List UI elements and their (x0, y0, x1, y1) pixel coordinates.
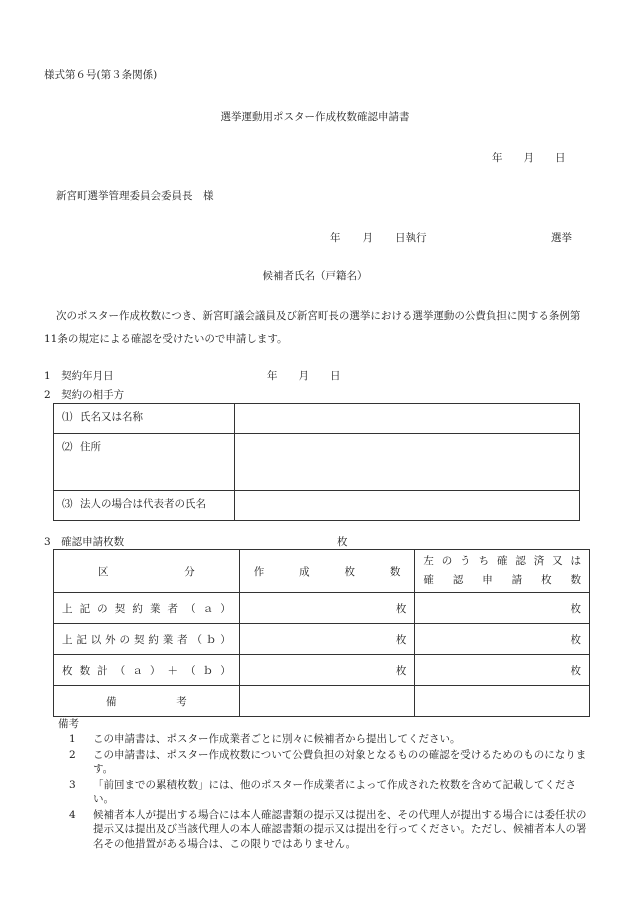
section-contract-date-label: 1 契約年月日 (44, 370, 114, 382)
row-category (54, 624, 240, 655)
row-label (54, 404, 235, 434)
note-number: 4 (69, 808, 76, 821)
section-count-unit: 枚 (337, 536, 348, 548)
remarks-field-2[interactable] (415, 686, 590, 717)
row-confirmed-count[interactable]: 枚 (415, 624, 590, 655)
row-created-count[interactable]: 枚 (239, 655, 415, 686)
election-day: 日執行 (395, 232, 427, 244)
header-created (239, 550, 415, 593)
note-item (56, 778, 596, 807)
note-item (56, 748, 596, 777)
header-category (54, 550, 240, 593)
row-created-count[interactable]: 枚 (239, 593, 415, 624)
count-table (53, 549, 590, 717)
note-item (56, 732, 596, 747)
address-field[interactable] (235, 434, 580, 491)
row-created-count[interactable]: 枚 (239, 624, 415, 655)
row-category (54, 655, 240, 686)
candidate-name-label: 候補者氏名（戸籍名） (262, 270, 368, 282)
row-category-text: 上記の契約業者（ａ） (62, 602, 231, 615)
row-category-text: 枚数計（ａ）＋（ｂ） (62, 664, 231, 677)
note-number: 3 (69, 778, 76, 791)
note-text: この申請書は、ポスター作成業者ごとに別々に候補者から提出してください。 (93, 733, 461, 745)
election-month: 月 (362, 232, 373, 244)
row-category-text: 上記以外の契約業者（ｂ） (62, 633, 231, 646)
section-contract-date-value: 年 月 日 (267, 370, 341, 382)
addressee: 新宮町選挙管理委員会委員長 様 (56, 190, 214, 202)
note-number: 1 (69, 733, 76, 745)
row-number: ⑵ (62, 441, 73, 453)
remarks-field[interactable] (239, 686, 415, 717)
note-item (56, 808, 596, 852)
row-confirmed-count[interactable]: 枚 (415, 593, 590, 624)
table-row (54, 434, 580, 491)
row-number: ⑴ (62, 411, 73, 423)
section-count-label: 3 確認申請枚数 (44, 536, 125, 548)
header-category-text: 区分 (98, 565, 195, 578)
row-label-text: 住所 (80, 441, 101, 453)
document-title: 選挙運動用ポスター作成枚数確認申請書 (220, 111, 410, 123)
table-header-row (54, 550, 590, 593)
header-confirmed-line1: 左のうち確認済又は (423, 555, 581, 567)
form-number: 様式第６号(第３条関係) (44, 69, 158, 81)
row-category (54, 686, 240, 717)
section-counterparty-label: 2 契約の相手方 (44, 389, 125, 401)
representative-field[interactable] (235, 491, 580, 521)
name-field[interactable] (235, 404, 580, 434)
table-row (54, 655, 590, 686)
body-text: 次のポスター作成枚数につき、新宮町議会議員及び新宮町長の選挙における選挙運動の公費負担に関する条例第11条の規定による確認を受けたいので申請します。 (44, 310, 581, 345)
row-category (54, 593, 240, 624)
row-label (54, 491, 235, 521)
header-confirmed-line2: 確認申請枚数 (423, 574, 581, 586)
row-label-text: 氏名又は名称 (80, 411, 143, 423)
note-number: 2 (69, 748, 76, 761)
row-category-text: 備考 (106, 695, 187, 708)
note-text: 候補者本人が提出する場合には本人確認書類の提示又は提出を、その代理人が提出する場合には委任状の提示又は提出及び当該代理人の本人確認書類の提示又は提出を行ってください。ただし、候補者本人の署名その他措置がある場合は、この限りではありません。 (93, 808, 587, 850)
table-row (54, 404, 580, 434)
header-confirmed (415, 550, 590, 593)
notes-title: 備考 (58, 718, 79, 730)
election-date (330, 230, 427, 245)
table-row (54, 491, 580, 521)
row-number: ⑶ (62, 498, 73, 510)
row-label-text: 法人の場合は代表者の氏名 (80, 498, 206, 510)
notes-list (56, 732, 596, 852)
note-text: この申請書は、ポスター作成枚数について公費負担の対象となるものの確認を受けるためのものになります。 (93, 748, 587, 775)
note-text: 「前回までの累積枚数」には、他のポスター作成業者によって作成された枚数を含めて記載してください。 (93, 778, 576, 805)
election-type: 選挙 (551, 232, 572, 244)
application-date: 年 月 日 (492, 152, 566, 164)
table-row (54, 593, 590, 624)
table-row (54, 686, 590, 717)
row-label (54, 434, 235, 491)
row-confirmed-count[interactable]: 枚 (415, 655, 590, 686)
election-year: 年 (330, 232, 341, 244)
table-row (54, 624, 590, 655)
counterparty-table (53, 403, 580, 521)
header-created-text: 作成枚数 (253, 565, 401, 578)
